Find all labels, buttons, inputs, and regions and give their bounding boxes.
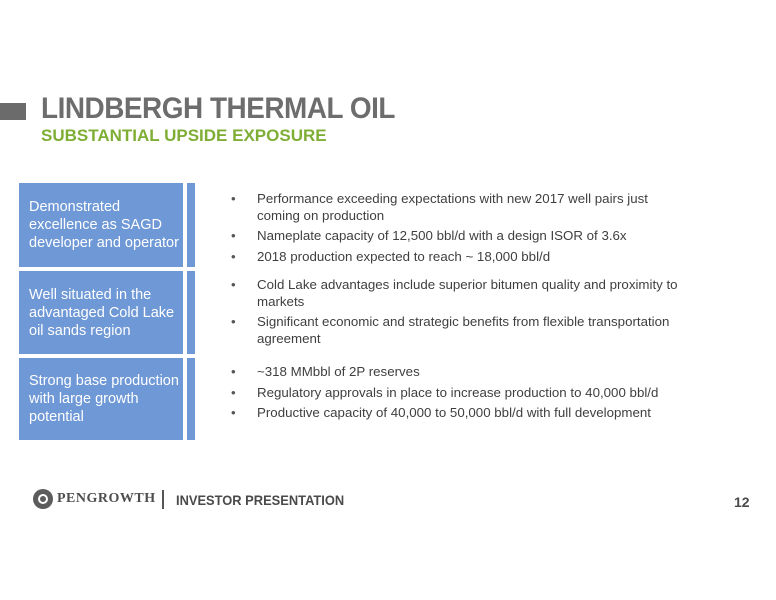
- section-label-box: [19, 358, 183, 440]
- logo-wordmark: PENGROWTH: [57, 491, 156, 506]
- page-title: LINDBERGH THERMAL OIL: [41, 92, 395, 125]
- section-row: [19, 358, 759, 440]
- section-label-box: [19, 183, 183, 267]
- bullet-item: • Significant economic and strategic benefits from flexible transportation agreement: [229, 314, 689, 347]
- bullet-list: [229, 191, 689, 269]
- section-divider-bar: [187, 271, 195, 354]
- bullet-item: • 2018 production expected to reach ~ 18,000 bbl/d: [229, 249, 689, 266]
- title-marker: [0, 103, 26, 120]
- footer-label: INVESTOR PRESENTATION: [176, 492, 345, 508]
- section-divider-bar: [187, 358, 195, 440]
- bullet-list: [229, 277, 689, 351]
- bullet-item: • Productive capacity of 40,000 to 50,000 bbl/d with full development: [229, 405, 689, 422]
- section-row: [19, 271, 759, 354]
- bullet-item: • Regulatory approvals in place to increase production to 40,000 bbl/d: [229, 385, 689, 402]
- page-subtitle: SUBSTANTIAL UPSIDE EXPOSURE: [41, 126, 327, 145]
- pengrowth-logo-icon: [33, 489, 53, 509]
- bullet-item: • Nameplate capacity of 12,500 bbl/d with a design ISOR of 3.6x: [229, 228, 689, 245]
- page-number: 12: [734, 494, 750, 510]
- footer-divider: [162, 490, 164, 509]
- bullet-item: • ~318 MMbbl of 2P reserves: [229, 364, 689, 381]
- section-label: Demonstrated excellence as SAGD developer and operator: [29, 199, 179, 251]
- bullet-item: • Performance exceeding expectations with new 2017 well pairs just coming on production: [229, 191, 689, 224]
- section-divider-bar: [187, 183, 195, 267]
- company-logo: [33, 489, 156, 509]
- section-label: Strong base production with large growth potential: [29, 373, 179, 425]
- section-label: Well situated in the advantaged Cold Lake oil sands region: [29, 286, 175, 339]
- section-row: [19, 183, 759, 267]
- bullet-list: [229, 364, 689, 426]
- section-label-box: [19, 271, 183, 354]
- bullet-item: • Cold Lake advantages include superior bitumen quality and proximity to markets: [229, 277, 689, 310]
